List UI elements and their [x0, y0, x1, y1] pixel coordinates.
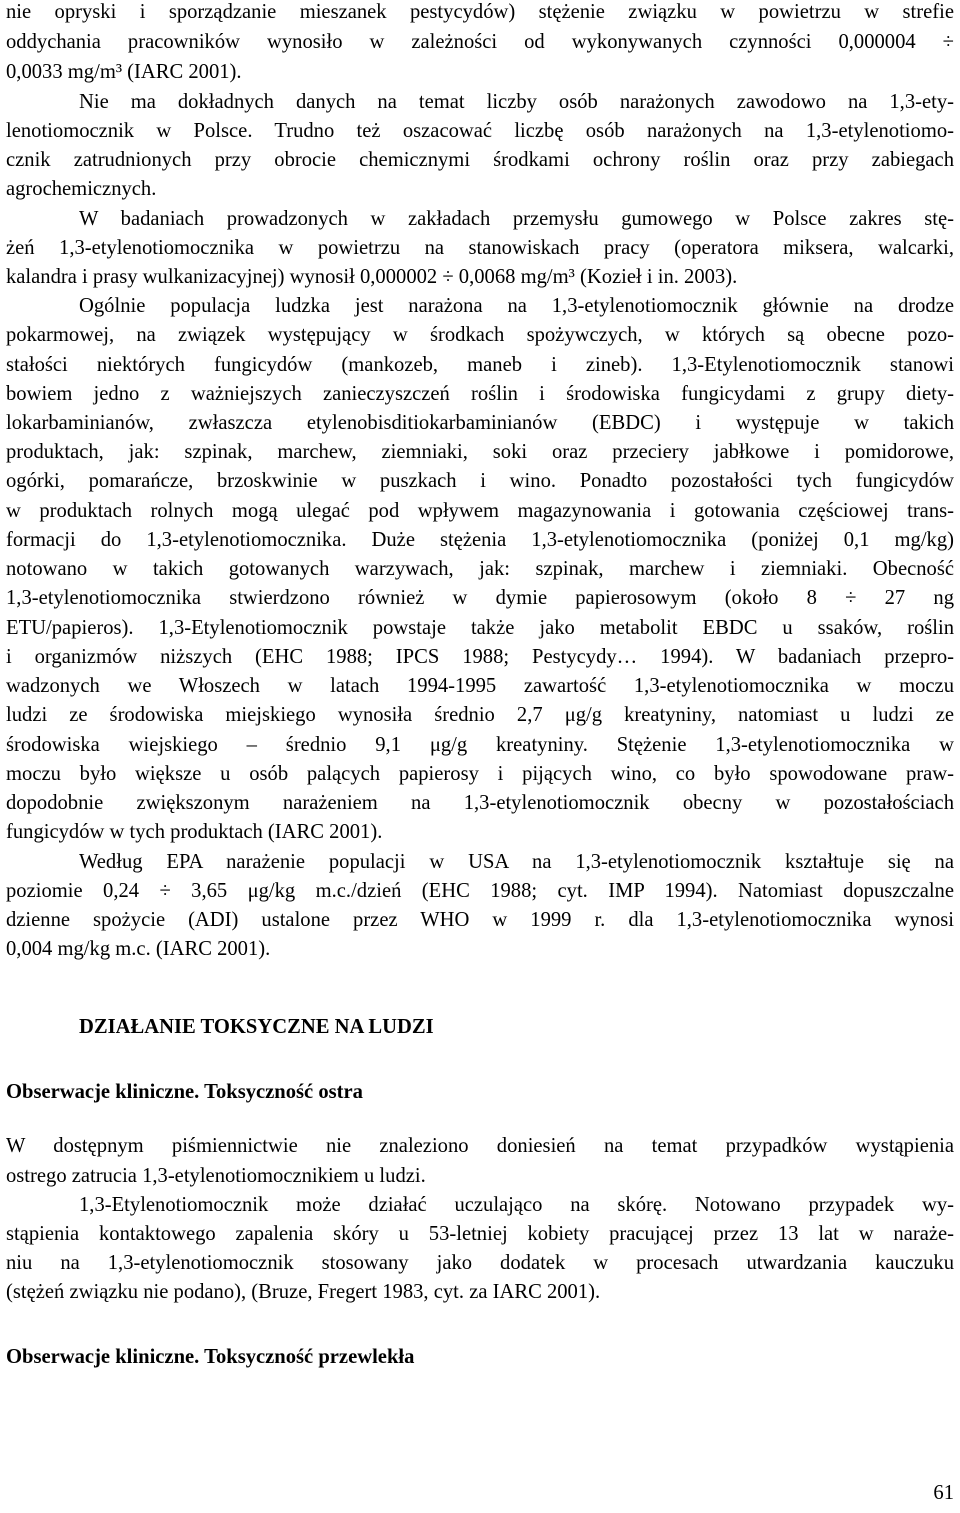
- text-line: oddychania pracowników wynosiło w zależności od wykonywanych czynności 0,000004 ÷: [6, 31, 954, 53]
- text-line: fungicydów w tych produktach (IARC 2001).: [6, 821, 383, 843]
- text-line: środowiska wiejskiego – średnio 9,1 μg/g kreatyniny. Stężenie 1,3-etylenotiomocznika w: [6, 734, 954, 756]
- text-line: wadzonych we Włoszech w latach 1994-1995 zawartość 1,3-etylenotiomocznika w moczu: [6, 675, 954, 697]
- text-line: ogórki, pomarańcze, brzoskwinie w puszkach i wino. Ponadto pozostałości tych fungicydów: [6, 470, 954, 492]
- text-line: dzienne spożycie (ADI) ustalone przez WHO w 1999 r. dla 1,3-etylenotiomocznika wynosi: [6, 909, 954, 931]
- section-heading: DZIAŁANIE TOKSYCZNE NA LUDZI: [79, 1016, 434, 1038]
- subsection-heading: Obserwacje kliniczne. Toksyczność przewlekła: [6, 1346, 415, 1368]
- text-line: stąpienia kontaktowego zapalenia skóry u 53-letniej kobiety pracującej przez 13 lat w naraże-: [6, 1223, 954, 1245]
- text-line: lokarbaminianów, zwłaszcza etylenobisditiokarbaminianów (EBDC) i występuje w takich: [6, 412, 954, 434]
- page-number: 61: [933, 1482, 954, 1504]
- text-line: Według EPA narażenie populacji w USA na 1,3-etylenotiomocznik kształtuje się na: [79, 851, 954, 873]
- text-line: 1,3-Etylenotiomocznik może działać uczulająco na skórę. Notowano przypadek wy-: [79, 1194, 954, 1216]
- text-line: niu na 1,3-etylenotiomocznik stosowany jako dodatek w procesach utwardzania kauczuku: [6, 1252, 954, 1274]
- text-line: formacji do 1,3-etylenotiomocznika. Duże stężenia 1,3-etylenotiomocznika (poniżej 0,1 mg/kg): [6, 529, 954, 551]
- text-line: żeń 1,3-etylenotiomocznika w powietrzu na stanowiskach pracy (operatora miksera, walcarki,: [6, 237, 954, 259]
- text-line: dopodobnie zwiększonym narażeniem na 1,3-etylenotiomocznik obecny w pozostałościach: [6, 792, 954, 814]
- text-line: agrochemicznych.: [6, 178, 157, 200]
- text-line: lenotiomocznik w Polsce. Trudno też oszacować liczbę osób narażonych na 1,3-etylenotiomo-: [6, 120, 954, 142]
- text-line: kalandra i prasy wulkanizacyjnej) wynosił 0,000002 ÷ 0,0068 mg/m³ (Kozieł i in. 2003).: [6, 266, 738, 288]
- text-line: pokarmowej, na związek występujący w środkach spożywczych, w których są obecne pozo-: [6, 324, 954, 346]
- text-line: bowiem jedno z ważniejszych zanieczyszczeń roślin i środowiska fungicydami z grupy diety-: [6, 383, 954, 405]
- text-line: W dostępnym piśmiennictwie nie znaleziono doniesień na temat przypadków wystąpienia: [6, 1135, 954, 1157]
- text-line: W badaniach prowadzonych w zakładach przemysłu gumowego w Polsce zakres stę-: [79, 208, 954, 230]
- subsection-heading: Obserwacje kliniczne. Toksyczność ostra: [6, 1081, 363, 1103]
- text-line: Nie ma dokładnych danych na temat liczby osób narażonych zawodowo na 1,3-ety-: [79, 91, 954, 113]
- text-line: ostrego zatrucia 1,3-etylenotiomocznikiem u ludzi.: [6, 1165, 426, 1187]
- text-line: 0,0033 mg/m³ (IARC 2001).: [6, 61, 242, 83]
- text-line: (stężeń związku nie podano), (Bruze, Fregert 1983, cyt. za IARC 2001).: [6, 1281, 601, 1303]
- text-line: ludzi ze środowiska miejskiego wynosiła średnio 2,7 μg/g kreatyniny, natomiast u ludzi ze: [6, 704, 954, 726]
- text-line: w produktach rolnych mogą ulegać pod wpływem magazynowania i gotowania częściowej trans-: [6, 500, 954, 522]
- text-line: ETU/papieros). 1,3-Etylenotiomocznik powstaje także jako metabolit EBDC u ssaków, roślin: [6, 617, 954, 639]
- text-line: poziomie 0,24 ÷ 3,65 μg/kg m.c./dzień (EHC 1988; cyt. IMP 1994). Natomiast dopuszczalne: [6, 880, 954, 902]
- text-line: stałości niektórych fungicydów (mankozeb, maneb i zineb). 1,3-Etylenotiomocznik stanowi: [6, 354, 954, 376]
- text-line: Ogólnie populacja ludzka jest narażona na 1,3-etylenotiomocznik głównie na drodze: [79, 295, 954, 317]
- text-line: moczu było większe u osób palących papierosy i pijących wino, co było spowodowane praw-: [6, 763, 954, 785]
- text-line: 1,3-etylenotiomocznika stwierdzono również w dymie papierosowym (około 8 ÷ 27 ng: [6, 587, 954, 609]
- text-line: produktach, jak: szpinak, marchew, ziemniaki, soki oraz przeciery jabłkowe i pomidorowe,: [6, 441, 954, 463]
- text-line: notowano w takich gotowanych warzywach, jak: szpinak, marchew i ziemniaki. Obecność: [6, 558, 954, 580]
- text-line: 0,004 mg/kg m.c. (IARC 2001).: [6, 938, 271, 960]
- text-line: nie opryski i sporządzanie mieszanek pestycydów) stężenie związku w powietrzu w strefie: [6, 1, 954, 23]
- text-line: i organizmów niższych (EHC 1988; IPCS 1988; Pestycydy… 1994). W badaniach przepro-: [6, 646, 954, 668]
- text-line: cznik zatrudnionych przy obrocie chemicznymi środkami ochrony roślin oraz przy zabiegach: [6, 149, 954, 171]
